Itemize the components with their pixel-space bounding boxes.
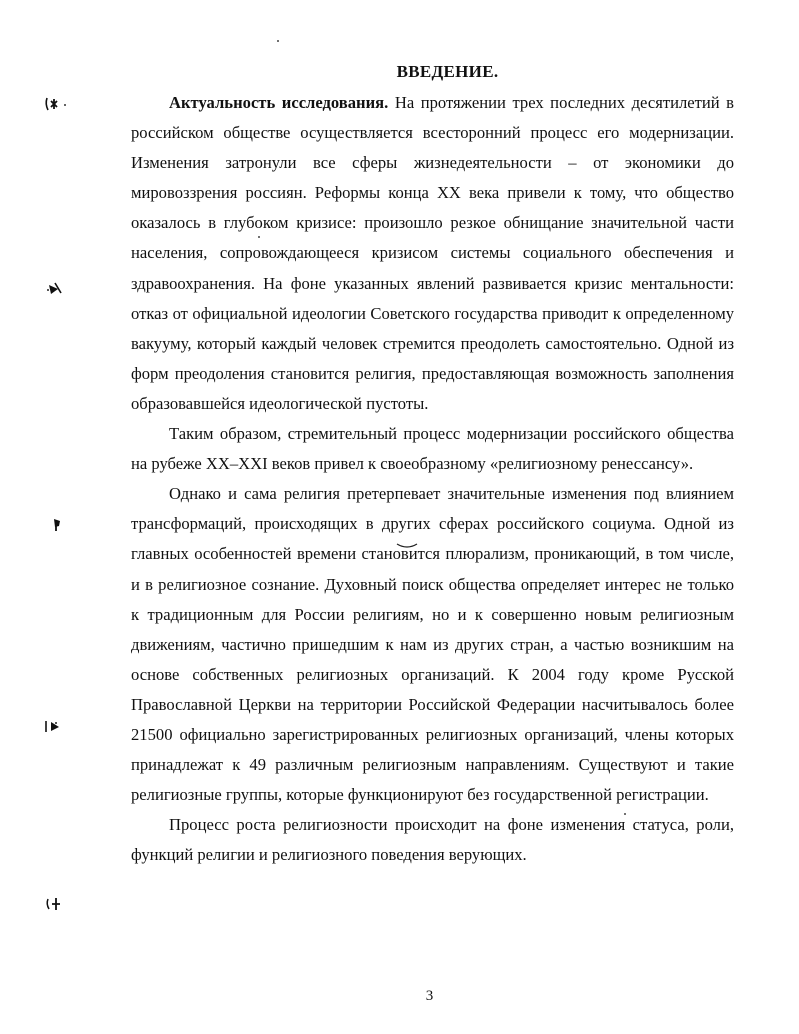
paragraph-text: На протяжении трех последних десятилетий в российском обществе осуществляется всесторонний процесс его модернизации. Изменения затронули все сферы жизнедеятельности – от экономики до мировоззрения россиян. Реформы конца XX века привели к тому, что общество оказалось в глубоком кризисе: произошло резкое обнищание значительной части населения, сопровождающееся кризисом системы социального обеспечения и здравоохранения. На фоне указанных явлений развивается кризис ментальности: отказ от официальной идеологии Советского государства приводит к определенному вакууму, который каждый человек стремится преодолеть самостоятельно. Одной из форм преодоления становится религия, предоставляющая возможность заполнения образовавшейся идеологической пустоты.: [131, 93, 734, 413]
binding-hole-mark-icon: [44, 516, 68, 532]
page-title: ВВЕДЕНИЕ.: [396, 62, 499, 81]
document-body: [131, 88, 734, 870]
paragraph-text: Процесс роста религиозности происходит на фоне изменения статуса, роли, функций религии и религиозного поведения верующих.: [131, 815, 734, 865]
paragraph-text: Однако и сама религия претерпевает значительные изменения под влиянием трансформаций, происходящих в других сферах российского социума. Одной из главных особенностей времени становится плюрализм, проникающий, в том числе, и в религиозное сознание. Духовный поиск общества определяет интерес не только к традиционным для России религиям, но и к совершенно новым религиозным движениям, частично пришедшим к нам из других стран, а частью возникшим на основе собственных религиозных организаций. К 2004 году кроме Русской Православной Церкви на территории Российской Федерации насчитывалось более 21500 официально зарегистрированных религиозных организаций, члены которых принадлежат к 49 различным религиозным направлениям. Существуют и такие религиозные группы, которые функционируют без государственной регистрации.: [131, 484, 734, 805]
scan-smudge: [396, 537, 418, 555]
paragraph-relevance: [131, 88, 734, 419]
scan-speck: [277, 40, 279, 42]
binding-hole-mark-icon: [44, 896, 68, 912]
paragraph-text: Таким образом, стремительный процесс модернизации российского общества на рубеже XX–XXI веков привел к своеобразному «религиозному ренессансу».: [131, 424, 734, 474]
binding-hole-mark-icon: [44, 718, 68, 734]
page-number: 3: [425, 988, 434, 1004]
paragraph-lead: Актуальность исследования.: [169, 93, 389, 112]
scan-speck: [258, 236, 260, 238]
binding-hole-mark-icon: [44, 96, 68, 112]
paragraph-pluralism: [131, 479, 734, 810]
scan-speck: [624, 813, 626, 815]
paragraph-religiosity-growth: [131, 810, 734, 870]
binding-hole-mark-icon: [44, 281, 68, 297]
paragraph-renaissance: [131, 419, 734, 479]
